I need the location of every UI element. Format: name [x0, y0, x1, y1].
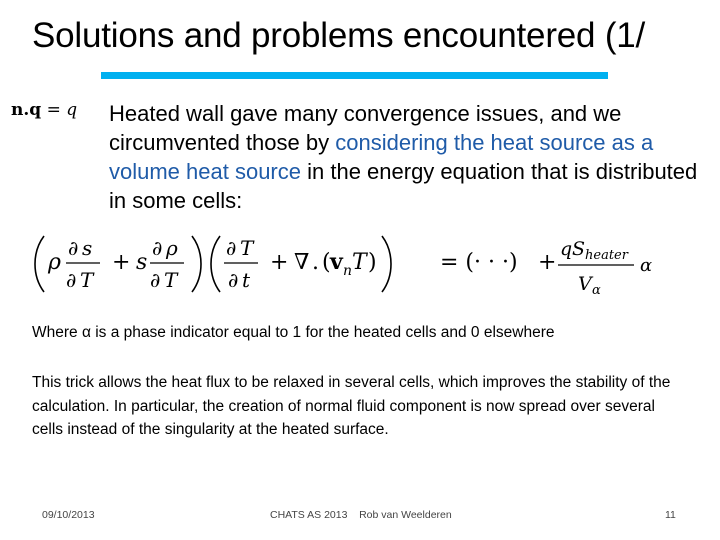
eq-T-flux: T — [352, 250, 367, 275]
eq-q: q — [560, 238, 573, 260]
eq-partial-4: ∂ — [150, 268, 161, 292]
eq-partial-3: ∂ — [152, 236, 163, 260]
eq-V: V — [578, 273, 592, 295]
title-accent-bar — [101, 72, 608, 79]
eq-T-numerator: T — [240, 236, 254, 260]
eq-partial-5: ∂ — [226, 236, 237, 260]
bc-lhs: n.q — [11, 100, 42, 120]
eq-partial-1: ∂ — [68, 236, 79, 260]
eq-S: S — [572, 238, 586, 260]
eq-nabla: ∇ — [294, 250, 310, 275]
eq-paren-inner-close: ) — [368, 250, 377, 275]
energy-equation — [20, 224, 700, 304]
footer-center-text: CHATS AS 2013 Rob van Weelderen — [270, 509, 452, 521]
main-text-part2: in the energy equation that is distributed in some cells: — [109, 159, 698, 213]
main-paragraph — [109, 99, 714, 215]
eq-s-numerator: s — [82, 236, 93, 260]
eq-plus-1: + — [112, 250, 131, 275]
eq-rho-numerator: ρ — [166, 236, 178, 260]
eq-paren-inner-open: ( — [322, 250, 331, 275]
eq-partial-6: ∂ — [228, 268, 239, 292]
eq-paren-close-1 — [192, 236, 201, 292]
eq-s: s — [136, 250, 148, 275]
eq-alpha-subscript: α — [592, 283, 601, 298]
slide-title: Solutions and problems encountered (1/ — [32, 16, 646, 55]
eq-t-denominator: t — [242, 268, 251, 292]
eq-paren-open-1 — [35, 236, 44, 292]
eq-alpha: α — [640, 255, 653, 276]
phase-indicator-note: Where α is a phase indicator equal to 1 for the heated cells and 0 elsewhere — [32, 324, 555, 341]
eq-heater-subscript: heater — [585, 248, 628, 263]
eq-T-denominator-2: T — [164, 268, 178, 292]
eq-plus-2: + — [270, 250, 289, 275]
bc-rhs: q — [66, 100, 78, 120]
eq-rhs-dots: = (· · ·) — [440, 250, 518, 275]
eq-v: v — [330, 249, 343, 275]
eq-rho: ρ — [48, 250, 61, 275]
eq-paren-close-2 — [382, 236, 391, 292]
eq-plus-3: + — [538, 250, 557, 275]
main-text-highlight: considering the heat source as a volume heat source — [109, 130, 654, 184]
footer-page-number: 11 — [665, 509, 676, 521]
eq-paren-open-2 — [211, 236, 220, 292]
main-text-part1: Heated wall gave many convergence issues, and we circumvented those by — [109, 101, 622, 155]
explanation-paragraph: This trick allows the heat flux to be relaxed in several cells, which improves the stability of the calculation. In particular, the creation of normal fluid component is now spread over several cells instead of the singularity at the heated surface. — [32, 374, 671, 438]
eq-n-subscript: n — [343, 263, 353, 279]
eq-T-denominator-1: T — [80, 268, 94, 292]
footer-date: 09/10/2013 — [42, 509, 95, 521]
bc-equals: = — [46, 100, 61, 120]
eq-partial-2: ∂ — [66, 268, 77, 292]
boundary-condition-formula — [11, 99, 77, 121]
eq-dot: . — [312, 250, 319, 275]
